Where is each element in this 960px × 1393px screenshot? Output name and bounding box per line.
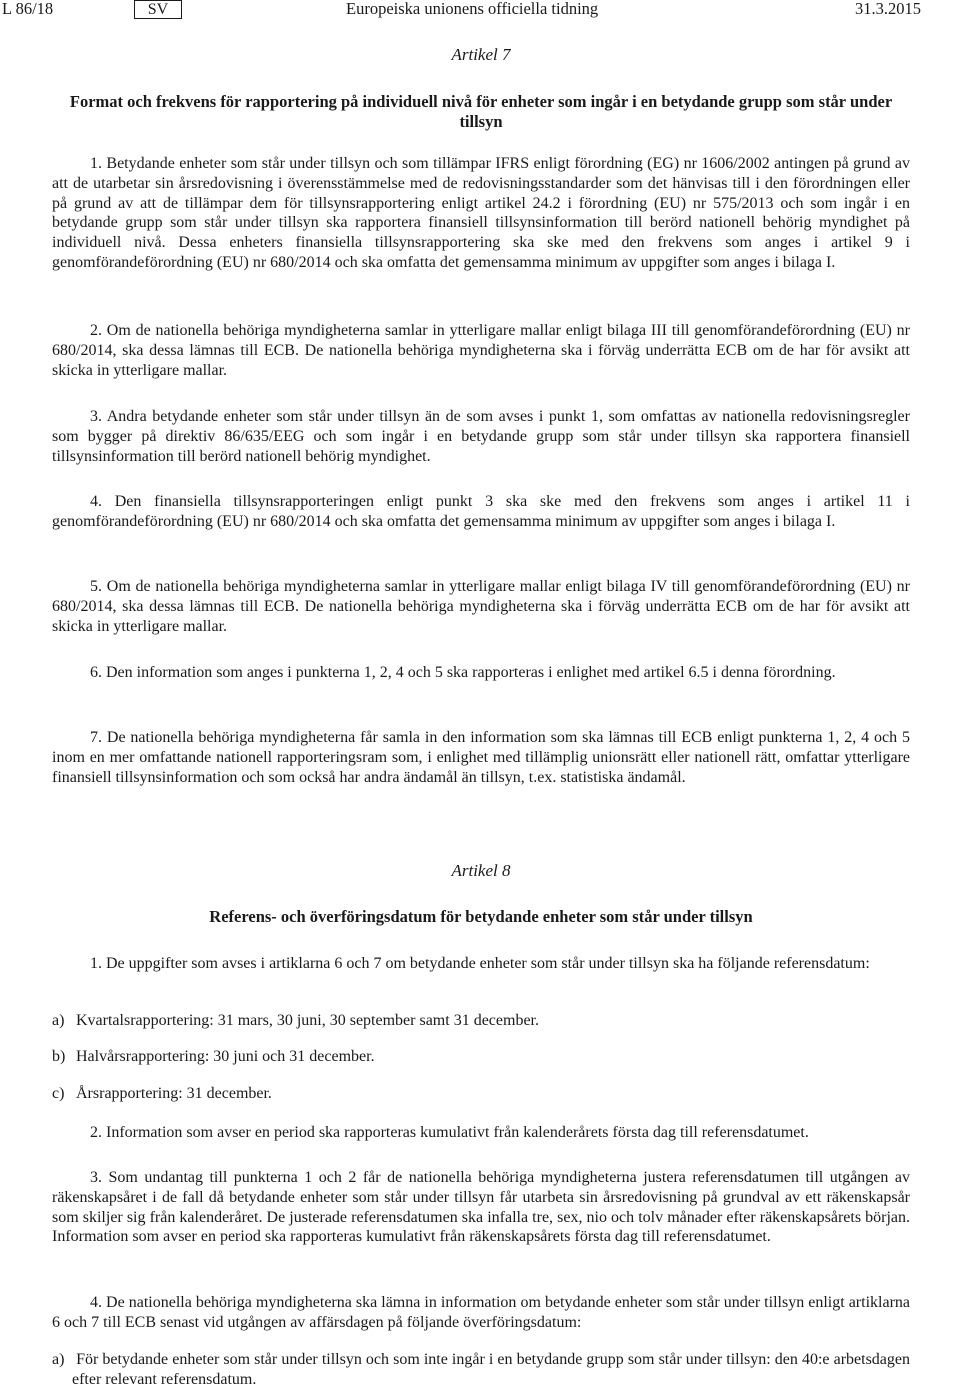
- article-8-transfer-item-a: [52, 1350, 910, 1390]
- article-8-list-item-a: [52, 1011, 910, 1031]
- publication-date: 31.3.2015: [855, 0, 921, 18]
- paragraph-number: 5.: [90, 578, 102, 595]
- list-item-label: b): [52, 1048, 66, 1065]
- list-item-text: Årsrapportering: 31 december.: [76, 1085, 272, 1102]
- list-item-text: För betydande enheter som står under tillsyn och som inte ingår i en betydande grupp som står under tillsyn: den 40:e arbetsdagen efter relevant referensdatum.: [72, 1351, 911, 1388]
- paragraph-number: 4.: [90, 493, 102, 510]
- list-item-label: c): [52, 1085, 65, 1102]
- article-7-paragraph-4: [52, 492, 910, 532]
- paragraph-number: 3.: [90, 408, 102, 425]
- paragraph-text: Betydande enheter som står under tillsyn och som tillämpar IFRS enligt förordning (EG) nr 1606/2002 antingen på grund av att de utarbetar sin årsredovisning i överensstämmelse med de redovisningsstandarder som det hänvisas till i den förordningen eller på grund av att de tillämpar dem för tillsynsrapportering enligt artikel 24.2 i förordning (EU) nr 575/2013 och som ingår i en betydande grupp som står under tillsyn ska rapportera finansiell tillsynsinformation till berörd nationell behörig myndighet på individuell nivå. Dessa enheters finansiella tillsynsrapportering ska ske med den frekvens som anges i artikel 9 i genomförandeförordning (EU) nr 680/2014 och ska omfatta det gemensamma minimum av uppgifter som anges i bilaga I.: [52, 155, 910, 271]
- list-item-text: Kvartalsrapportering: 31 mars, 30 juni, 30 september samt 31 december.: [76, 1012, 539, 1029]
- paragraph-text: Information som avser en period ska rapporteras kumulativt från kalenderårets första dag till referensdatumet.: [106, 1124, 809, 1141]
- paragraph-text: Om de nationella behöriga myndigheterna samlar in ytterligare mallar enligt bilaga IV till genomförandeförordning (EU) nr 680/2014, ska dessa lämnas till ECB. De nationella behöriga myndigheterna ska i förväg underrätta ECB om de har för avsikt att skicka in ytterligare mallar.: [52, 578, 911, 635]
- article-7-label: Artikel 7: [451, 45, 511, 64]
- journal-title: Europeiska unionens officiella tidning: [346, 0, 599, 18]
- paragraph-number: 4.: [90, 1294, 102, 1311]
- paragraph-text: Om de nationella behöriga myndigheterna samlar in ytterligare mallar enligt bilaga III till genomförandeförordning (EU) nr 680/2014, ska dessa lämnas till ECB. De nationella behöriga myndigheterna ska i förväg underrätta ECB om de har för avsikt att skicka in ytterligare mallar.: [52, 322, 911, 379]
- list-item-label: a): [52, 1012, 65, 1029]
- paragraph-number: 3.: [90, 1169, 102, 1186]
- article-7-paragraph-3: [52, 407, 910, 466]
- article-8-list-item-b: [52, 1047, 910, 1067]
- paragraph-text: De uppgifter som avses i artiklarna 6 och 7 om betydande enheter som står under tillsyn ska ha följande referensdatum:: [106, 955, 870, 972]
- paragraph-number: 1.: [90, 155, 102, 172]
- page-reference: L 86/18: [2, 0, 54, 18]
- article-7-paragraph-5: [52, 577, 910, 636]
- list-item-label: a): [52, 1351, 65, 1368]
- page-header: [0, 0, 960, 20]
- article-8-title: Referens- och överföringsdatum för betydande enheter som står under tillsyn: [209, 907, 753, 926]
- paragraph-text: Som undantag till punkterna 1 och 2 får de nationella behöriga myndigheterna justera referensdatumen till utgången av räkenskapsåret i de fall då betydande enheter som står under tillsyn får utarbeta sin årsredovisning på grundval av ett räkenskapsår som skiljer sig från kalenderåret. De justerade referensdatumen ska infalla tre, sex, nio och tolv månader efter räkenskapsårets början. Information som avser en period ska rapporteras kumulativt från räkenskapsårets första dag till referensdatumet.: [52, 1169, 911, 1246]
- paragraph-text: Den information som anges i punkterna 1, 2, 4 och 5 ska rapporteras i enlighet med artikel 6.5 i denna förordning.: [106, 664, 836, 681]
- paragraph-text: Andra betydande enheter som står under tillsyn än de som avses i punkt 1, som omfattas av nationella redovisningsregler som bygger på direktiv 86/635/EEG och som ingår i en betydande grupp som står under tillsyn ska rapportera finansiell tillsynsinformation till berörd nationell behörig myndighet.: [52, 408, 910, 465]
- paragraph-number: 2.: [90, 322, 102, 339]
- article-8-label: Artikel 8: [451, 861, 511, 880]
- article-7-paragraph-2: [52, 321, 910, 380]
- article-7-paragraph-6: [52, 663, 910, 683]
- article-7-paragraph-1: [52, 154, 910, 273]
- article-8-list-item-c: [52, 1084, 910, 1104]
- language-code-box: SV: [134, 0, 182, 19]
- paragraph-number: 6.: [90, 664, 102, 681]
- article-8-paragraph-3: [52, 1168, 910, 1247]
- article-8-paragraph-4: [52, 1293, 910, 1333]
- article-7-paragraph-7: [52, 728, 910, 787]
- paragraph-text: De nationella behöriga myndigheterna får samla in den information som ska lämnas till ECB enligt punkterna 1, 2, 4 och 5 inom en mer omfattande nationell rapporteringsram som, i enlighet med tillämplig unionsrätt eller nationell rätt, omfattar ytterligare finansiell tillsynsinformation och som också har andra ändamål än tillsyn, t.ex. statistiska ändamål.: [52, 729, 911, 786]
- article-8-paragraph-2: [52, 1123, 910, 1143]
- paragraph-number: 1.: [90, 955, 102, 972]
- paragraph-number: 7.: [90, 729, 102, 746]
- paragraph-text: De nationella behöriga myndigheterna ska lämna in information om betydande enheter som står under tillsyn enligt artiklarna 6 och 7 till ECB senast vid utgången av affärsdagen på följande överföringsdatum:: [52, 1294, 911, 1331]
- article-8-paragraph-1: [52, 954, 910, 974]
- list-item-text: Halvårsrapportering: 30 juni och 31 december.: [76, 1048, 375, 1065]
- paragraph-text: Den finansiella tillsynsrapporteringen enligt punkt 3 ska ske med den frekvens som anges i artikel 11 i genomförandeförordning (EU) nr 680/2014 och ska omfatta det gemensamma minimum av uppgifter som anges i bilaga I.: [52, 493, 910, 530]
- article-7-title: Format och frekvens för rapportering på individuell nivå för enheter som ingår i en betydande grupp som står under tillsyn: [69, 92, 893, 131]
- paragraph-number: 2.: [90, 1124, 102, 1141]
